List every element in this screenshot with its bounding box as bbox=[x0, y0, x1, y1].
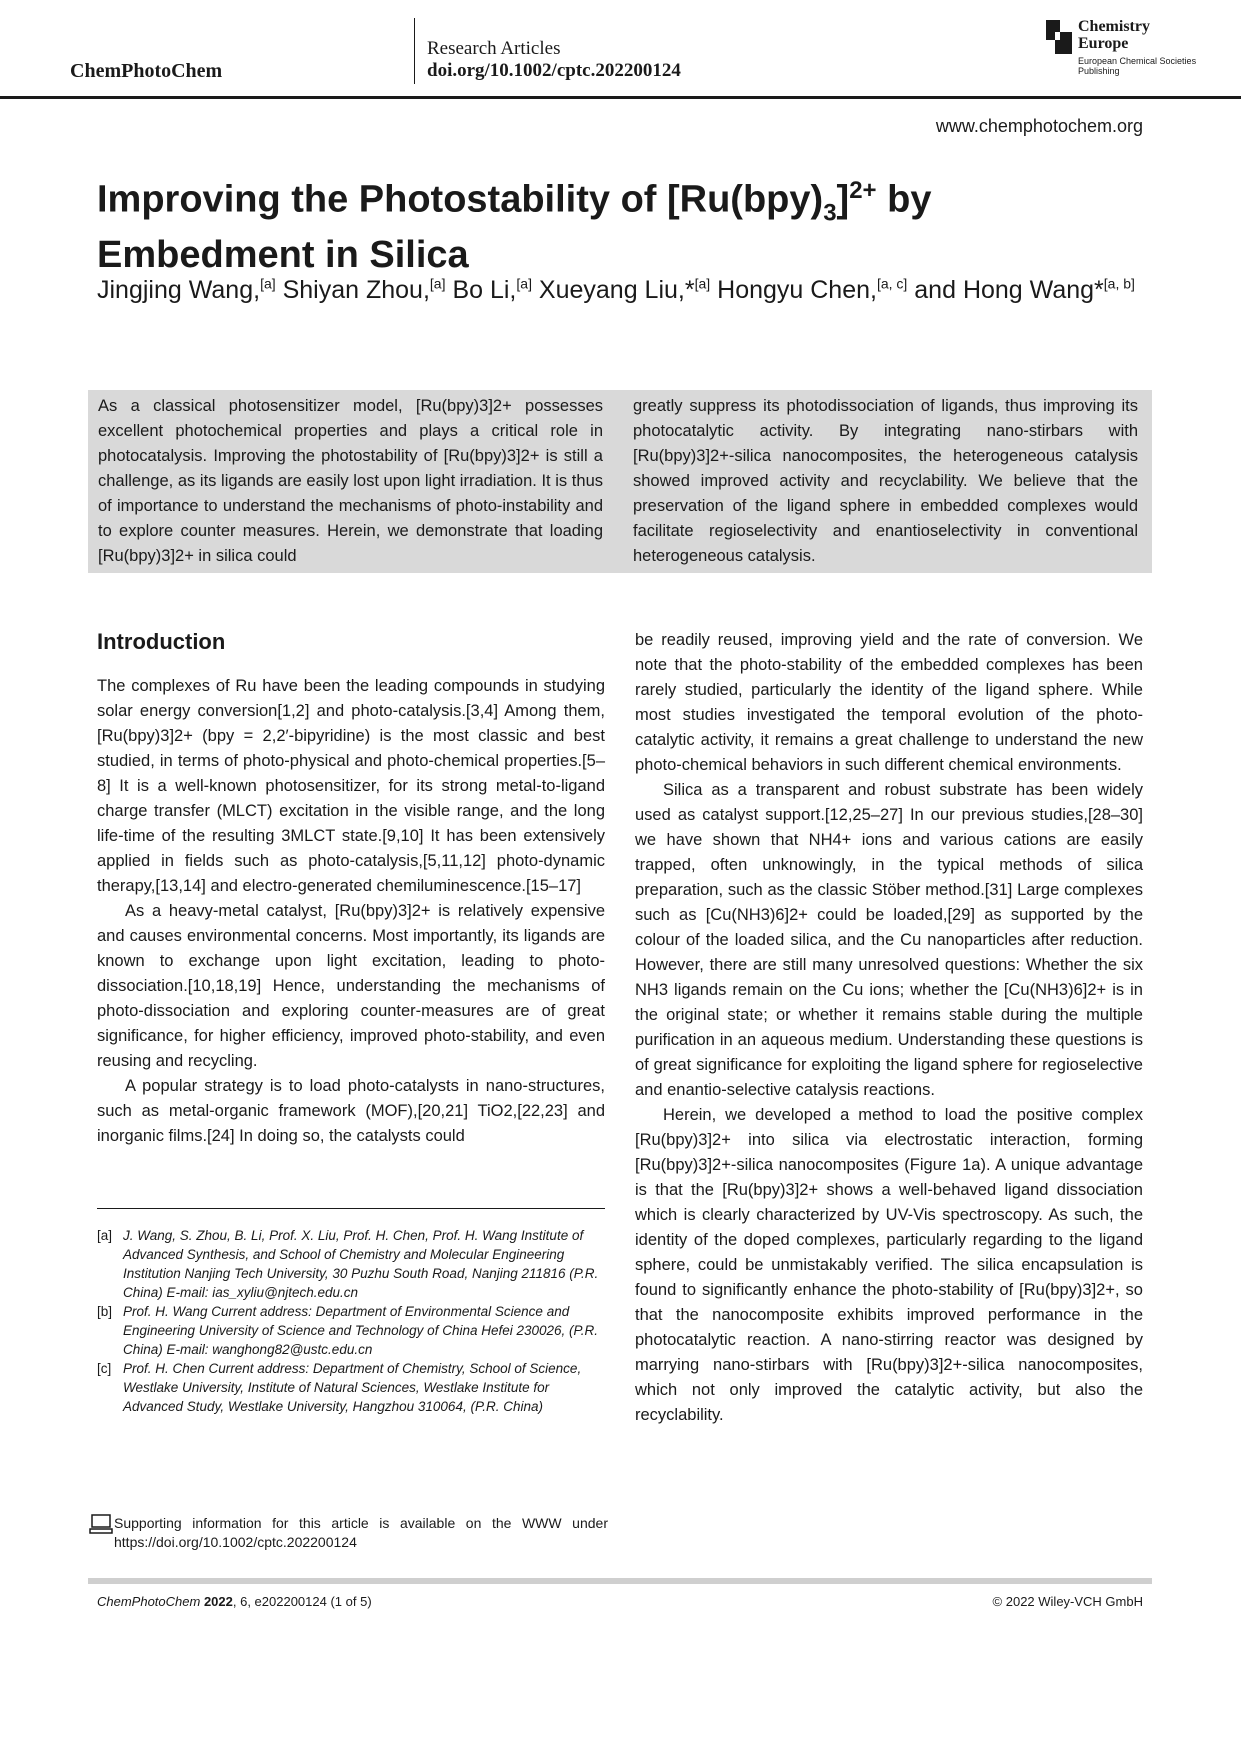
body-paragraph: Silica as a transparent and robust substrate has been widely used as catalyst support.[12,25–27] In our previous studies,[28–30] we have shown that NH4+ ions and various cations are easily trapped, often unknowingly, in the typical methods of silica preparation, such as the classic Stöber method.[31] Large complexes such as [Cu(NH3)6]2+ could be loaded,[29] as supported by the colour of the loaded silica, and the Cu nanoparticles after reduction. However, there are still many unresolved questions: Whether the six NH3 ligands remain on the Cu ions; whether the [Cu(NH3)6]2+ is in the original state; or whether it remains stable during the multiple purification in an aqueous medium. Understanding these questions is of great significance for exploiting the ligand sphere for regioselective and enantio-selective catalysis reactions. bbox=[635, 781, 1143, 1099]
affiliation-footnotes bbox=[97, 1226, 607, 1416]
body-paragraph: As a heavy-metal catalyst, [Ru(bpy)3]2+ is relatively expensive and causes environmental concerns. Most importantly, its ligands are known to exchange upon light excitation, leading to photo-dissociation.[10,18,19] Hence, understanding the mechanisms of photo-dissociation and exploring counter-measures are of great significance, for higher efficiency, improved photo-stability, and even reusing and recycling. bbox=[97, 902, 605, 1070]
supporting-information bbox=[88, 1514, 608, 1552]
footer-rule bbox=[88, 1578, 1152, 1584]
footnote-tag: [b] bbox=[97, 1304, 113, 1319]
footnote-rule bbox=[97, 1208, 605, 1209]
computer-icon bbox=[88, 1514, 114, 1534]
logo-name: Chemistry Europe bbox=[1078, 18, 1150, 52]
body-left-column bbox=[97, 628, 605, 1149]
author: and Hong Wang* bbox=[914, 276, 1104, 304]
footnote-item bbox=[97, 1359, 607, 1416]
author-affiliation: [a] bbox=[516, 275, 532, 292]
author-list bbox=[97, 274, 1157, 306]
body-paragraph: be readily reused, improving yield and the rate of conversion. We note that the photo-stability of the embedded complexes has been rarely studied, particularly the identity of the ligand sphere. While most studies investigated the temporal evolution of the photo-catalytic activity, it remains a great challenge to understand the new photo-chemical behaviors in such different chemical environments. bbox=[635, 631, 1143, 774]
footnote-tag: [a] bbox=[97, 1228, 113, 1243]
abstract-right-column: greatly suppress its photodissociation of ligands, thus improving its photocatalytic activity. By integrating nano-stirbars with [Ru(bpy)3]2+-silica nanocomposites, the heterogeneous catalysis showed improved activity and recyclability. We believe that the preservation of the ligand sphere in embedded complexes would facilitate regioselectivity and enantioselectivity in conventional heterogeneous catalysis. bbox=[633, 397, 1138, 565]
journal-name: ChemPhotoChem bbox=[70, 60, 223, 82]
header-rule bbox=[0, 96, 1241, 99]
author-affiliation: [a] bbox=[260, 275, 276, 292]
author: Jingjing Wang, bbox=[97, 276, 261, 304]
author: Shiyan Zhou, bbox=[282, 276, 430, 304]
footnote-tag: [c] bbox=[97, 1361, 112, 1376]
footer-citation: ChemPhotoChem 2022, 6, e202200124 (1 of 5) bbox=[97, 1594, 372, 1609]
footnote-text: Prof. H. Wang Current address: Department of Environmental Science and Engineering University of Science and Technology of China Hefei 230026, (P.R. China) E-mail: wanghong82@ustc.edu.cn bbox=[123, 1304, 599, 1357]
body-right-column bbox=[635, 628, 1143, 1428]
logo-subtitle: European Chemical Societies Publishing bbox=[1078, 56, 1197, 76]
author-affiliation: [a, b] bbox=[1103, 275, 1135, 292]
author: Bo Li, bbox=[452, 276, 517, 304]
doi-link[interactable]: doi.org/10.1002/cptc.202200124 bbox=[427, 60, 681, 81]
footer-copyright: © 2022 Wiley-VCH GmbH bbox=[992, 1594, 1143, 1609]
abstract-box bbox=[88, 390, 1152, 573]
footnote-item bbox=[97, 1226, 607, 1302]
body-paragraph: Herein, we developed a method to load the positive complex [Ru(bpy)3]2+ into silica via electrostatic interaction, forming [Ru(bpy)3]2+-silica nanocomposites (Figure 1a). A unique advantage is that the [Ru(bpy)3]2+ shows a well-behaved ligand dissociation which is clearly characterized by UV-Vis spectroscopy. As such, the identity of the doped complexes, particularly regarding to the ligand sphere, could be unmistakably verified. The silica encapsulation is found to significantly enhance the photo-stability of [Ru(bpy)3]2+, so that the nanocomposite exhibits improved performance in the photocatalytic reaction. A nano-stirring reactor was designed by marrying nano-stirbars with [Ru(bpy)3]2+-silica nanocomposites, which not only improved the catalytic activity, but also the recyclability. bbox=[635, 1106, 1143, 1424]
website-link[interactable]: www.chemphotochem.org bbox=[935, 116, 1143, 136]
body-paragraph: A popular strategy is to load photo-catalysts in nano-structures, such as metal-organic framework (MOF),[20,21] TiO2,[22,23] and inorganic films.[24] In doing so, the catalysts could bbox=[97, 1077, 605, 1145]
abstract-left-column: As a classical photosensitizer model, [Ru(bpy)3]2+ possesses excellent photochemical properties and plays a critical role in photocatalysis. Improving the photostability of [Ru(bpy)3]2+ is still a challenge, as its ligands are easily lost upon light irradiation. It is thus of importance to understand the mechanisms of photo-instability and to explore counter measures. Herein, we demonstrate that loading [Ru(bpy)3]2+ in silica could bbox=[98, 397, 603, 565]
author-affiliation: [a] bbox=[429, 275, 446, 292]
footnote-item bbox=[97, 1302, 607, 1359]
article-title: Improving the Photostability of $[Ru(bpy)_3]^{2+}$ by Embedment in Silica bbox=[97, 177, 932, 277]
section-heading-introduction: Introduction bbox=[97, 629, 226, 654]
author: Hongyu Chen, bbox=[717, 276, 877, 304]
supporting-info-text[interactable]: Supporting information for this article is available on the WWW under https://doi.org/10.1002/cptc.202200124 bbox=[114, 1515, 608, 1550]
header-divider bbox=[414, 18, 415, 84]
author-affiliation: [a] bbox=[694, 275, 711, 292]
article-type: Research Articles bbox=[427, 38, 561, 59]
chemistry-europe-logo-icon bbox=[1046, 20, 1072, 54]
body-paragraph: The complexes of Ru have been the leading compounds in studying solar energy conversion[1,2] and photo-catalysis.[3,4] Among them, [Ru(bpy)3]2+ (bpy = 2,2′-bipyridine) is the most classic and best studied, in terms of photo-physical and photo-chemical properties.[5–8] It is a well-known photosensitizer, for its strong metal-to-ligand charge transfer (MLCT) excitation in the visible range, and the long life-time of the resulting 3MLCT state.[9,10] It has been extensively applied in fields such as photo-catalysis,[5,11,12] photo-dynamic therapy,[13,14] and electro-generated chemiluminescence.[15–17] bbox=[97, 677, 605, 895]
author: Xueyang Liu,* bbox=[538, 276, 695, 304]
footnote-text: Prof. H. Chen Current address: Department of Chemistry, School of Science, Westlake University, Institute of Natural Sciences, Westlake Institute for Advanced Study, Westlake University, Hangzhou 310064, (P.R. China) bbox=[123, 1361, 582, 1414]
footnote-text: J. Wang, S. Zhou, B. Li, Prof. X. Liu, Prof. H. Chen, Prof. H. Wang Institute of Advanced Synthesis, and School of Chemistry and Molecular Engineering Institution Nanjing Tech University, 30 Puzhu South Road, Nanjing 211816 (P.R. China) E-mail: ias_xyliu@njtech.edu.cn bbox=[123, 1228, 599, 1300]
author-affiliation: [a, c] bbox=[876, 275, 908, 292]
